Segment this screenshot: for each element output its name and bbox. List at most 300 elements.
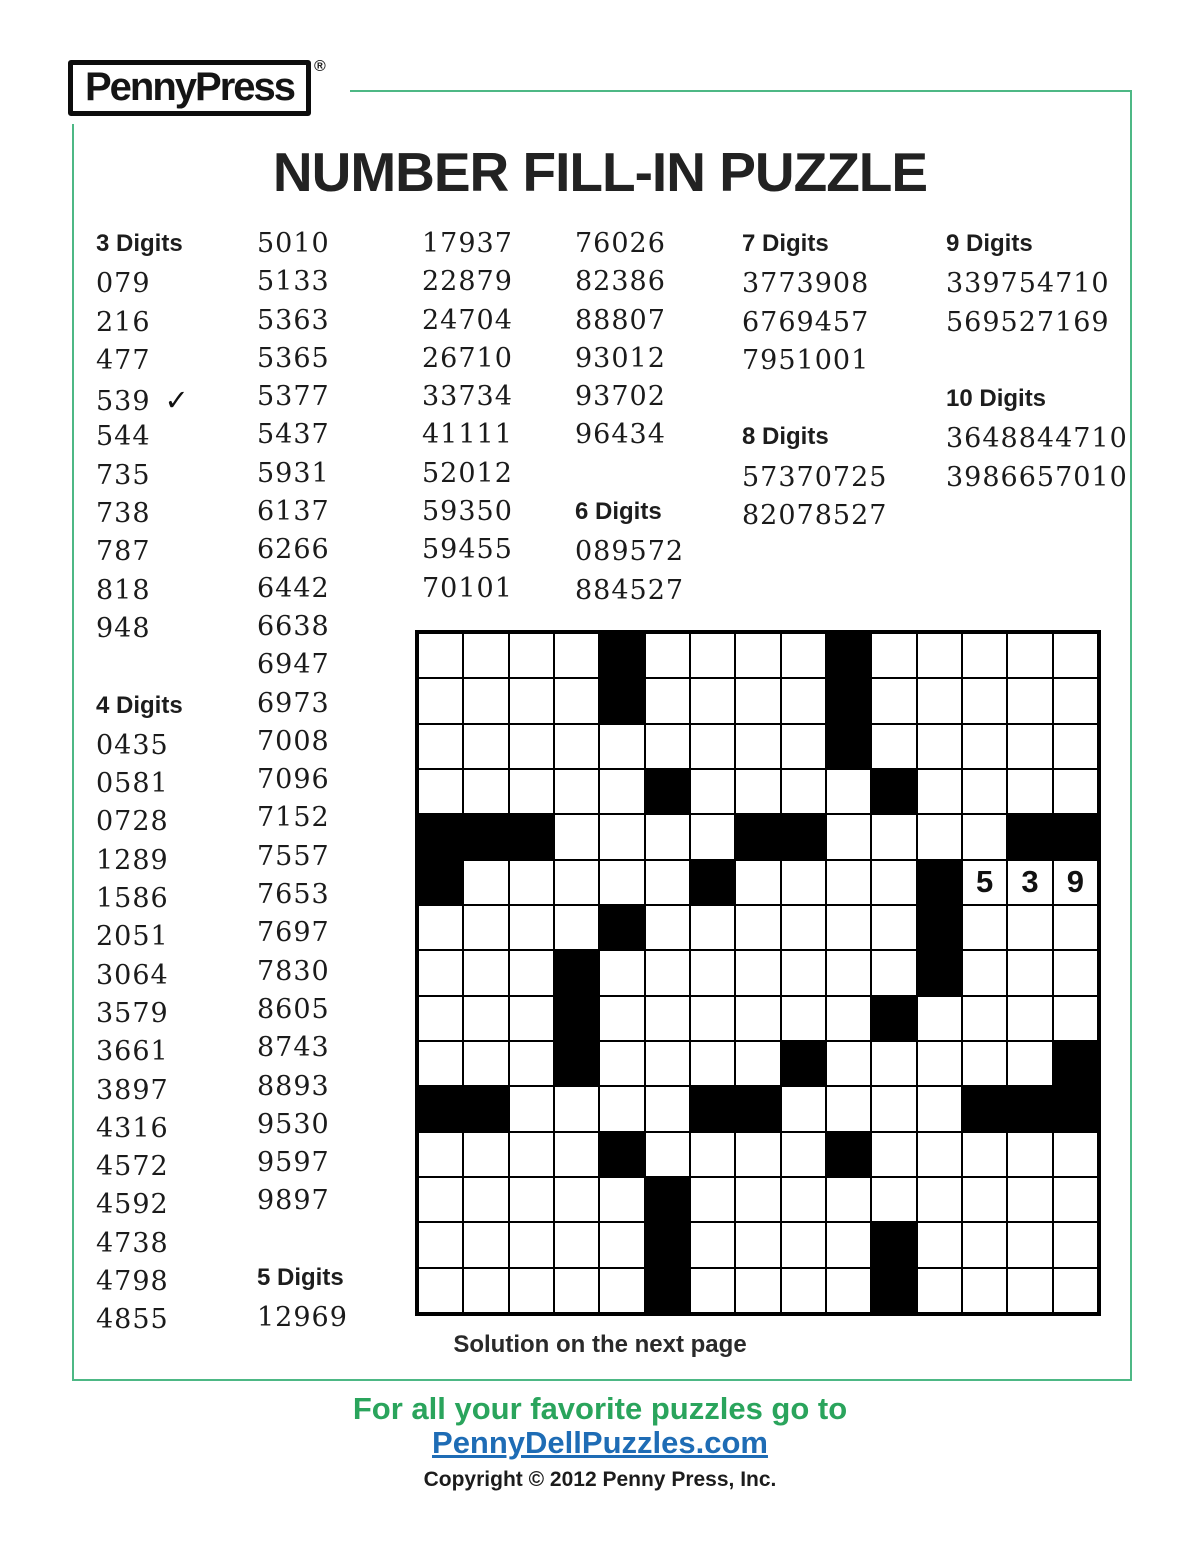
- list-number: 4592: [96, 1189, 169, 1221]
- list-number: 569527169: [946, 306, 1110, 338]
- list-number: 7096: [257, 764, 330, 796]
- digit-list-column: [257, 228, 348, 1341]
- list-number: 079: [96, 268, 151, 300]
- list-number: 59455: [422, 534, 513, 566]
- digit-list-column: [96, 228, 189, 1343]
- grid-cell: [736, 951, 779, 994]
- grid-cell: [918, 1178, 961, 1221]
- grid-cell: [464, 906, 507, 949]
- list-number: 477: [96, 344, 151, 376]
- grid-cell: [510, 997, 553, 1040]
- list-header: 4 Digits: [96, 691, 183, 719]
- list-number: 5010: [257, 228, 330, 259]
- grid-cell: [872, 951, 915, 994]
- list-number: 22879: [422, 266, 513, 298]
- grid-cell: [691, 1269, 734, 1312]
- grid-cell: [1054, 906, 1097, 949]
- list-number: 4572: [96, 1151, 169, 1183]
- grid-cell: [464, 1269, 507, 1312]
- grid-cell: [555, 815, 598, 858]
- grid-cell: [736, 861, 779, 904]
- grid-black-cell: [782, 1042, 825, 1085]
- list-number: 735: [96, 459, 151, 491]
- grid-cell: [419, 1042, 462, 1085]
- grid-cell: [1054, 1269, 1097, 1312]
- grid-cell: [691, 906, 734, 949]
- grid-cell: [600, 1223, 643, 1266]
- grid-cell: [646, 634, 689, 677]
- page-title: NUMBER FILL-IN PUZZLE: [272, 141, 928, 203]
- grid-cell: [963, 906, 1006, 949]
- list-number: 6769457: [742, 306, 870, 338]
- grid-cell: [736, 770, 779, 813]
- list-number: 3897: [96, 1074, 169, 1106]
- grid-cell: [782, 770, 825, 813]
- list-number: 12969: [257, 1302, 348, 1334]
- grid-cell: [1008, 951, 1051, 994]
- grid-cell: [1008, 1269, 1051, 1312]
- list-number: 93012: [575, 342, 666, 374]
- grid-cell: [918, 770, 961, 813]
- grid-cell: [918, 634, 961, 677]
- grid-cell: [736, 997, 779, 1040]
- list-number: 5363: [257, 304, 330, 336]
- grid-cell: [419, 1133, 462, 1176]
- grid-cell: [464, 634, 507, 677]
- grid-cell: [1054, 951, 1097, 994]
- grid-cell: [1008, 1223, 1051, 1266]
- grid-cell: [419, 1178, 462, 1221]
- grid-cell: [510, 1269, 553, 1312]
- list-number: 4316: [96, 1112, 169, 1144]
- digit-list-column: [946, 228, 1128, 500]
- grid-cell: [555, 1223, 598, 1266]
- grid-cell: [691, 997, 734, 1040]
- registered-trademark-mark: ®: [314, 58, 326, 75]
- grid-cell: [691, 951, 734, 994]
- grid-cell: [691, 1133, 734, 1176]
- grid-cell: [782, 679, 825, 722]
- grid-cell: [419, 906, 462, 949]
- grid-cell: [1008, 634, 1051, 677]
- copyright-text: Copyright © 2012 Penny Press, Inc.: [423, 1468, 777, 1491]
- grid-cell: [872, 906, 915, 949]
- grid-cell: [736, 1223, 779, 1266]
- grid-cell: [918, 1042, 961, 1085]
- grid-cell: [827, 906, 870, 949]
- grid-cell: [419, 1269, 462, 1312]
- grid-entry-cell: 9: [1054, 861, 1097, 904]
- grid-cell: [510, 1042, 553, 1085]
- grid-cell: [736, 1042, 779, 1085]
- grid-cell: [918, 1269, 961, 1312]
- grid-cell: [646, 725, 689, 768]
- grid-cell: [782, 1223, 825, 1266]
- grid-cell: [918, 997, 961, 1040]
- list-number: 7557: [257, 840, 330, 872]
- grid-cell: [963, 770, 1006, 813]
- grid-cell: [827, 815, 870, 858]
- list-number: 1586: [96, 883, 169, 915]
- grid-cell: [1054, 997, 1097, 1040]
- grid-cell: [782, 634, 825, 677]
- grid-cell: [464, 725, 507, 768]
- grid-cell: [827, 997, 870, 1040]
- grid-cell: [419, 951, 462, 994]
- grid-cell: [782, 997, 825, 1040]
- grid-black-cell: [872, 1269, 915, 1312]
- list-number: 52012: [422, 457, 513, 489]
- checkmark-icon: ✓: [164, 383, 189, 418]
- grid-cell: [872, 815, 915, 858]
- grid-cell: [600, 815, 643, 858]
- grid-cell: [419, 770, 462, 813]
- list-number: 8605: [257, 993, 330, 1025]
- grid-cell: [646, 997, 689, 1040]
- list-number: 3986657010: [946, 461, 1128, 493]
- list-number: 9530: [257, 1108, 330, 1140]
- grid-cell: [782, 906, 825, 949]
- list-number: 818: [96, 574, 151, 606]
- list-number: 88807: [575, 304, 666, 336]
- grid-cell: [510, 770, 553, 813]
- grid-black-cell: [600, 634, 643, 677]
- grid-cell: [1008, 997, 1051, 1040]
- grid-cell: [691, 770, 734, 813]
- grid-cell: [510, 634, 553, 677]
- list-header: 10 Digits: [946, 385, 1047, 413]
- list-header: 3 Digits: [96, 230, 183, 257]
- list-number: 6442: [257, 572, 330, 604]
- list-number: 93702: [575, 381, 666, 413]
- list-header: 8 Digits: [742, 423, 829, 451]
- grid-black-cell: [872, 1223, 915, 1266]
- grid-cell: [600, 951, 643, 994]
- grid-cell: [464, 1178, 507, 1221]
- grid-cell: [963, 951, 1006, 994]
- grid-cell: [510, 1223, 553, 1266]
- digit-list-column: [742, 228, 887, 538]
- grid-cell: [510, 1133, 553, 1176]
- list-number: 5377: [257, 381, 330, 413]
- grid-cell: [555, 1269, 598, 1312]
- grid-cell: [510, 679, 553, 722]
- grid-cell: [872, 1087, 915, 1130]
- grid-cell: [1054, 770, 1097, 813]
- grid-black-cell: [1054, 815, 1097, 858]
- list-number: 7653: [257, 879, 330, 911]
- grid-cell: [918, 1133, 961, 1176]
- grid-cell: [827, 861, 870, 904]
- list-number: [575, 458, 684, 496]
- list-number: 0435: [96, 729, 169, 761]
- list-number: 82078527: [742, 500, 888, 532]
- grid-cell: [736, 1269, 779, 1312]
- grid-black-cell: [600, 906, 643, 949]
- grid-cell: [691, 1223, 734, 1266]
- grid-cell: [510, 1087, 553, 1130]
- digit-list-column: [575, 228, 684, 613]
- grid-black-cell: [872, 997, 915, 1040]
- list-number: 539 ✓: [96, 383, 189, 418]
- grid-cell: [918, 1223, 961, 1266]
- list-number: 948: [96, 612, 151, 644]
- grid-cell: [1054, 1133, 1097, 1176]
- grid-black-cell: [736, 1087, 779, 1130]
- list-number: 0728: [96, 806, 169, 838]
- list-number: 7008: [257, 725, 330, 757]
- grid-cell: [464, 951, 507, 994]
- grid-black-cell: [419, 861, 462, 904]
- list-number: 7830: [257, 955, 330, 987]
- list-number: 6638: [257, 610, 330, 642]
- list-header: 9 Digits: [946, 230, 1033, 257]
- grid-cell: [782, 951, 825, 994]
- grid-cell: [963, 1223, 1006, 1266]
- grid-cell: [510, 861, 553, 904]
- grid-cell: [646, 906, 689, 949]
- grid-cell: [827, 1269, 870, 1312]
- grid-cell: [1054, 1178, 1097, 1221]
- grid-black-cell: [1054, 1042, 1097, 1085]
- list-number: 5133: [257, 266, 330, 298]
- list-number: 76026: [575, 228, 666, 259]
- grid-black-cell: [691, 861, 734, 904]
- list-number: 7152: [257, 802, 330, 834]
- grid-cell: [646, 1087, 689, 1130]
- list-number: 2051: [96, 921, 169, 953]
- grid-cell: [963, 997, 1006, 1040]
- grid-black-cell: [464, 1087, 507, 1130]
- grid-cell: [555, 1087, 598, 1130]
- grid-cell: [872, 1042, 915, 1085]
- grid-cell: [555, 725, 598, 768]
- list-number: 6137: [257, 496, 330, 528]
- grid-cell: [646, 951, 689, 994]
- grid-cell: [963, 1133, 1006, 1176]
- grid-cell: [464, 997, 507, 1040]
- list-number: 7951001: [742, 344, 870, 376]
- list-number: 1289: [96, 844, 169, 876]
- fill-in-grid: [415, 630, 1101, 1316]
- grid-cell: [963, 679, 1006, 722]
- grid-black-cell: [600, 1133, 643, 1176]
- list-number: 4855: [96, 1304, 169, 1336]
- grid-cell: [963, 634, 1006, 677]
- grid-black-cell: [736, 815, 779, 858]
- grid-cell: [918, 815, 961, 858]
- grid-cell: [691, 1042, 734, 1085]
- grid-cell: [555, 679, 598, 722]
- grid-black-cell: [1054, 1087, 1097, 1130]
- list-number: 884527: [575, 574, 685, 606]
- solution-note: Solution on the next page: [453, 1331, 747, 1358]
- grid-cell: [1054, 634, 1097, 677]
- grid-cell: [827, 1087, 870, 1130]
- grid-black-cell: [782, 815, 825, 858]
- list-number: 3064: [96, 959, 169, 991]
- grid-cell: [510, 725, 553, 768]
- grid-cell: [963, 815, 1006, 858]
- list-number: 59350: [422, 496, 513, 528]
- grid-black-cell: [1008, 1087, 1051, 1130]
- grid-black-cell: [827, 725, 870, 768]
- grid-cell: [736, 634, 779, 677]
- grid-black-cell: [646, 1223, 689, 1266]
- grid-cell: [782, 1133, 825, 1176]
- list-number: 26710: [422, 342, 513, 374]
- grid-cell: [736, 1133, 779, 1176]
- grid-cell: [691, 634, 734, 677]
- grid-cell: [1054, 679, 1097, 722]
- pennypress-logo-text: PennyPress: [68, 60, 311, 116]
- grid-black-cell: [827, 634, 870, 677]
- grid-black-cell: [918, 951, 961, 994]
- list-number: 4798: [96, 1266, 169, 1298]
- list-number: 3773908: [742, 268, 870, 300]
- grid-black-cell: [872, 770, 915, 813]
- grid-cell: [691, 725, 734, 768]
- grid-cell: [1054, 725, 1097, 768]
- list-number: 17937: [422, 228, 513, 259]
- grid-cell: [464, 1223, 507, 1266]
- list-number: 5365: [257, 342, 330, 374]
- grid-cell: [600, 770, 643, 813]
- grid-cell: [600, 1042, 643, 1085]
- grid-cell: [646, 815, 689, 858]
- list-number: 9597: [257, 1147, 330, 1179]
- list-number: 41111: [422, 419, 513, 451]
- list-number: 4738: [96, 1227, 169, 1259]
- grid-cell: [464, 861, 507, 904]
- grid-cell: [782, 1269, 825, 1312]
- grid-cell: [1008, 906, 1051, 949]
- list-header: 5 Digits: [257, 1264, 344, 1292]
- list-number: 339754710: [946, 268, 1110, 300]
- grid-black-cell: [646, 770, 689, 813]
- grid-cell: [646, 679, 689, 722]
- grid-cell: [555, 1178, 598, 1221]
- grid-cell: [419, 725, 462, 768]
- footer-tagline: For all your favorite puzzles go to: [352, 1391, 848, 1426]
- grid-black-cell: [646, 1269, 689, 1312]
- grid-cell: [646, 1133, 689, 1176]
- grid-cell: [691, 679, 734, 722]
- grid-cell: [555, 906, 598, 949]
- list-number: 7697: [257, 917, 330, 949]
- grid-cell: [555, 861, 598, 904]
- grid-cell: [600, 725, 643, 768]
- list-number: 9897: [257, 1185, 330, 1217]
- grid-cell: [464, 679, 507, 722]
- grid-black-cell: [419, 815, 462, 858]
- grid-cell: [782, 725, 825, 768]
- grid-black-cell: [555, 951, 598, 994]
- list-number: 8893: [257, 1070, 330, 1102]
- grid-cell: [600, 997, 643, 1040]
- grid-cell: [918, 679, 961, 722]
- list-number: 787: [96, 536, 151, 568]
- grid-black-cell: [600, 679, 643, 722]
- grid-entry-cell: 3: [1008, 861, 1051, 904]
- list-number: 3661: [96, 1036, 169, 1068]
- grid-cell: [872, 1133, 915, 1176]
- grid-cell: [464, 1042, 507, 1085]
- list-header: 6 Digits: [575, 498, 662, 526]
- grid-cell: [736, 679, 779, 722]
- grid-cell: [872, 861, 915, 904]
- grid-cell: [600, 1269, 643, 1312]
- grid-cell: [600, 861, 643, 904]
- grid-black-cell: [918, 906, 961, 949]
- grid-cell: [691, 1178, 734, 1221]
- grid-cell: [691, 815, 734, 858]
- grid-cell: [827, 770, 870, 813]
- grid-cell: [419, 1223, 462, 1266]
- list-number: 6973: [257, 687, 330, 719]
- grid-cell: [510, 951, 553, 994]
- grid-cell: [555, 770, 598, 813]
- list-number: 0581: [96, 768, 169, 800]
- grid-cell: [827, 951, 870, 994]
- list-number: 738: [96, 498, 151, 530]
- list-number: 70101: [422, 572, 513, 604]
- grid-cell: [1008, 725, 1051, 768]
- grid-cell: [872, 1178, 915, 1221]
- list-number: 089572: [575, 536, 685, 568]
- list-number: [257, 1224, 348, 1262]
- grid-black-cell: [555, 997, 598, 1040]
- list-number: 24704: [422, 304, 513, 336]
- list-number: 5931: [257, 457, 330, 489]
- grid-cell: [782, 861, 825, 904]
- grid-cell: [827, 1178, 870, 1221]
- grid-cell: [918, 1087, 961, 1130]
- list-number: [946, 345, 1128, 383]
- grid-cell: [736, 1178, 779, 1221]
- grid-cell: [419, 997, 462, 1040]
- grid-cell: [872, 725, 915, 768]
- grid-cell: [510, 1178, 553, 1221]
- grid-cell: [646, 861, 689, 904]
- grid-cell: [555, 1133, 598, 1176]
- grid-cell: [963, 1178, 1006, 1221]
- grid-black-cell: [918, 861, 961, 904]
- grid-cell: [1008, 770, 1051, 813]
- list-number: 33734: [422, 381, 513, 413]
- grid-black-cell: [691, 1087, 734, 1130]
- list-number: 544: [96, 421, 151, 453]
- grid-cell: [827, 1223, 870, 1266]
- grid-cell: [782, 1178, 825, 1221]
- grid-cell: [419, 634, 462, 677]
- list-number: 96434: [575, 419, 666, 451]
- grid-cell: [555, 634, 598, 677]
- list-number: 3648844710: [946, 423, 1128, 455]
- grid-cell: [827, 1042, 870, 1085]
- grid-entry-cell: 5: [963, 861, 1006, 904]
- list-number: 6266: [257, 534, 330, 566]
- list-number: 5437: [257, 419, 330, 451]
- pennydellpuzzles-link[interactable]: PennyDellPuzzles.com: [432, 1425, 768, 1460]
- list-number: 57370725: [742, 461, 888, 493]
- list-number: 216: [96, 306, 151, 338]
- grid-cell: [1008, 1042, 1051, 1085]
- grid-black-cell: [646, 1178, 689, 1221]
- grid-black-cell: [464, 815, 507, 858]
- list-number: 82386: [575, 266, 666, 298]
- grid-black-cell: [1008, 815, 1051, 858]
